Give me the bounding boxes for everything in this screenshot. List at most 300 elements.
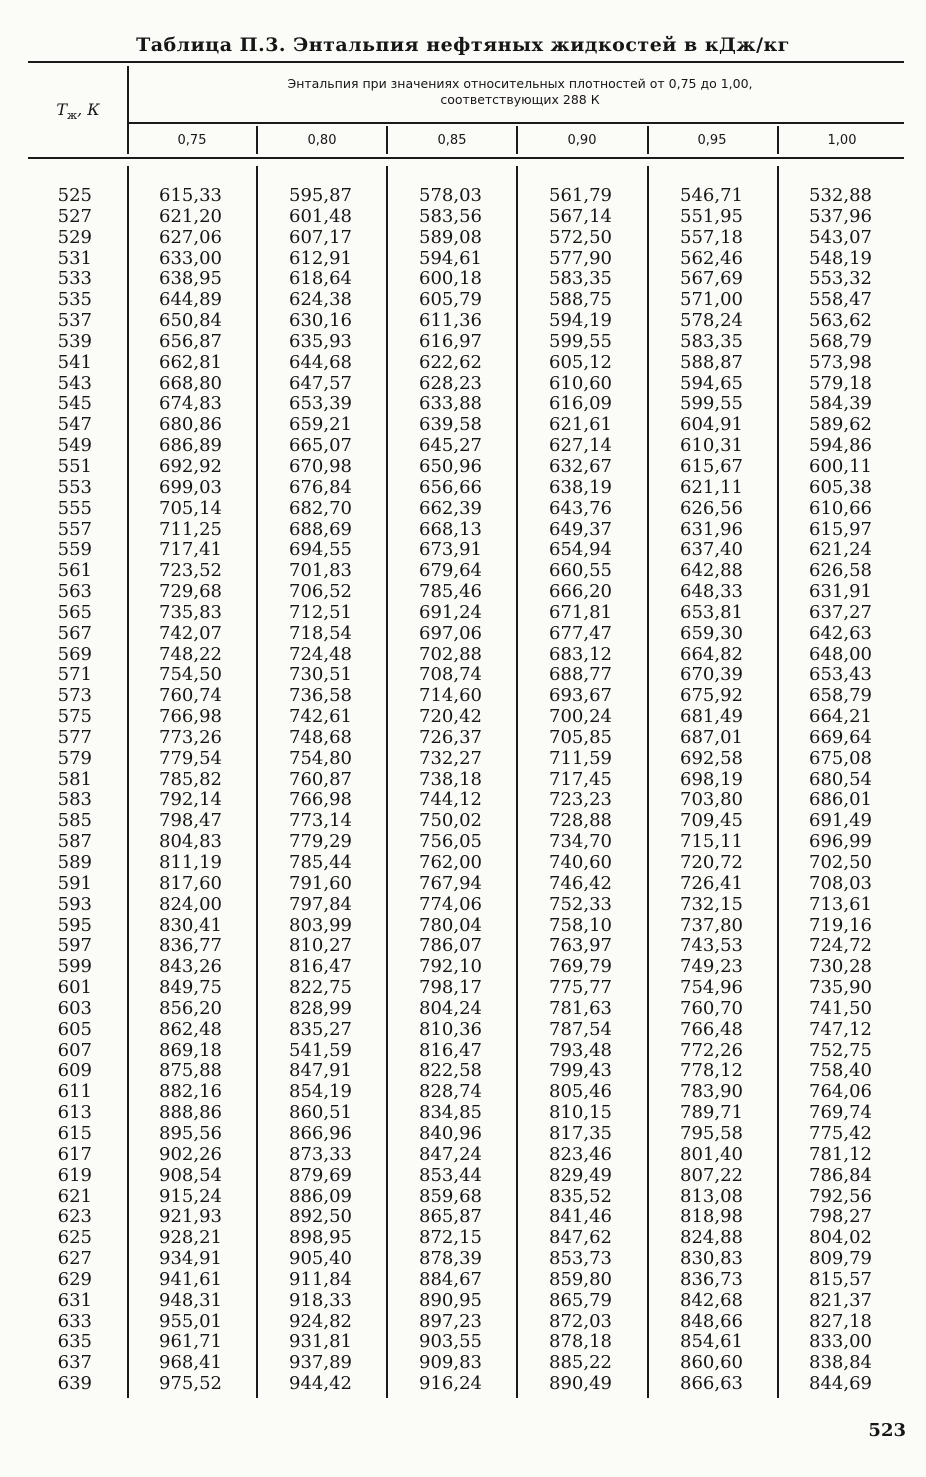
enthalpy-cell: 662,39 (419, 497, 482, 519)
enthalpy-cell: 854,61 (680, 1331, 743, 1353)
enthalpy-cell: 687,01 (680, 726, 743, 748)
enthalpy-cell: 803,99 (289, 914, 352, 936)
enthalpy-cell: 905,40 (289, 1248, 352, 1270)
enthalpy-cell: 937,89 (289, 1352, 352, 1374)
enthalpy-cell: 705,14 (159, 497, 222, 519)
table-row (0, 999, 926, 1020)
enthalpy-cell: 834,85 (419, 1102, 482, 1124)
enthalpy-cell: 827,18 (809, 1310, 872, 1332)
enthalpy-cell: 726,37 (419, 726, 482, 748)
header-divider (516, 126, 518, 154)
enthalpy-cell: 941,61 (159, 1268, 222, 1290)
temperature-cell: 559 (57, 539, 92, 561)
enthalpy-cell: 698,19 (680, 768, 743, 790)
enthalpy-cell: 645,27 (419, 435, 482, 457)
enthalpy-cell: 572,50 (549, 226, 612, 248)
enthalpy-cell: 769,79 (549, 956, 612, 978)
enthalpy-cell: 688,69 (289, 518, 352, 540)
enthalpy-cell: 642,88 (680, 560, 743, 582)
enthalpy-cell: 648,00 (809, 643, 872, 665)
enthalpy-cell: 567,69 (680, 268, 743, 290)
enthalpy-cell: 872,03 (549, 1310, 612, 1332)
enthalpy-cell: 885,22 (549, 1352, 612, 1374)
temperature-cell: 599 (57, 956, 92, 978)
enthalpy-cell: 622,62 (419, 351, 482, 373)
enthalpy-cell: 543,07 (809, 226, 872, 248)
temperature-cell: 603 (57, 997, 92, 1019)
enthalpy-cell: 789,71 (680, 1102, 743, 1124)
enthalpy-cell: 605,79 (419, 289, 482, 311)
enthalpy-cell: 878,18 (549, 1331, 612, 1353)
enthalpy-cell: 637,40 (680, 539, 743, 561)
temperature-cell: 561 (57, 560, 92, 582)
enthalpy-cell: 934,91 (159, 1248, 222, 1270)
enthalpy-cell: 662,81 (159, 351, 222, 373)
enthalpy-cell: 607,17 (289, 226, 352, 248)
table-row (0, 478, 926, 499)
column-header-5: 0,95 (697, 133, 727, 148)
enthalpy-cell: 546,71 (680, 185, 743, 206)
enthalpy-cell: 595,87 (289, 185, 352, 206)
enthalpy-cell: 600,18 (419, 268, 482, 290)
enthalpy-cell: 588,75 (549, 289, 612, 311)
enthalpy-cell: 605,12 (549, 351, 612, 373)
top-rule (28, 61, 904, 63)
enthalpy-cell: 785,46 (419, 581, 482, 603)
enthalpy-cell: 775,77 (549, 977, 612, 999)
temperature-cell: 629 (57, 1268, 92, 1290)
enthalpy-cell: 847,91 (289, 1060, 352, 1082)
enthalpy-cell: 683,12 (549, 643, 612, 665)
enthalpy-cell: 599,55 (549, 330, 612, 352)
enthalpy-cell: 568,79 (809, 330, 872, 352)
enthalpy-cell: 754,80 (289, 747, 352, 769)
enthalpy-cell: 723,23 (549, 789, 612, 811)
enthalpy-cell: 732,15 (680, 893, 743, 915)
enthalpy-cell: 674,83 (159, 393, 222, 415)
enthalpy-cell: 798,47 (159, 810, 222, 832)
temperature-cell: 623 (57, 1206, 92, 1228)
enthalpy-cell: 879,69 (289, 1164, 352, 1186)
temperature-cell: 617 (57, 1143, 92, 1165)
enthalpy-cell: 702,50 (809, 852, 872, 873)
enthalpy-cell: 853,44 (419, 1164, 482, 1186)
enthalpy-cell: 766,98 (159, 706, 222, 728)
enthalpy-cell: 537,96 (809, 205, 872, 227)
enthalpy-cell: 840,96 (419, 1122, 482, 1144)
enthalpy-cell: 562,46 (680, 247, 743, 269)
enthalpy-cell: 763,97 (549, 935, 612, 957)
enthalpy-cell: 648,33 (680, 581, 743, 603)
enthalpy-cell: 668,13 (419, 518, 482, 540)
enthalpy-cell: 844,69 (809, 1373, 872, 1395)
enthalpy-cell: 644,68 (289, 351, 352, 373)
temperature-cell: 557 (57, 518, 92, 540)
enthalpy-cell: 616,09 (549, 393, 612, 415)
enthalpy-cell: 626,56 (680, 497, 743, 519)
enthalpy-cell: 615,97 (809, 518, 872, 540)
table-row (0, 645, 926, 666)
enthalpy-cell: 627,14 (549, 435, 612, 457)
enthalpy-cell: 633,00 (159, 247, 222, 269)
enthalpy-cell: 955,01 (159, 1310, 222, 1332)
temperature-cell: 551 (57, 455, 92, 477)
table-title: Таблица П.3. Энтальпия нефтяных жидкостей в кДж/кг (136, 34, 790, 56)
enthalpy-cell: 898,95 (289, 1227, 352, 1249)
enthalpy-cell: 741,50 (809, 997, 872, 1019)
enthalpy-cell: 799,43 (549, 1060, 612, 1082)
enthalpy-cell: 804,02 (809, 1227, 872, 1249)
temperature-cell: 633 (57, 1310, 92, 1332)
enthalpy-cell: 631,96 (680, 518, 743, 540)
table-row (0, 1061, 926, 1082)
table-row (0, 540, 926, 561)
table-row (0, 394, 926, 415)
enthalpy-cell: 682,70 (289, 497, 352, 519)
enthalpy-cell: 762,00 (419, 852, 482, 873)
temperature-cell: 591 (57, 872, 92, 894)
temperature-cell: 619 (57, 1164, 92, 1186)
enthalpy-cell: 681,49 (680, 706, 743, 728)
enthalpy-cell: 699,03 (159, 476, 222, 498)
enthalpy-cell: 853,73 (549, 1248, 612, 1270)
enthalpy-cell: 711,25 (159, 518, 222, 540)
enthalpy-cell: 680,86 (159, 414, 222, 436)
enthalpy-cell: 742,61 (289, 706, 352, 728)
enthalpy-cell: 610,31 (680, 435, 743, 457)
table-row (0, 1103, 926, 1124)
table-row (0, 582, 926, 603)
enthalpy-cell: 705,85 (549, 726, 612, 748)
temperature-cell: 529 (57, 226, 92, 248)
enthalpy-cell: 594,65 (680, 372, 743, 394)
enthalpy-cell: 875,88 (159, 1060, 222, 1082)
enthalpy-cell: 723,52 (159, 560, 222, 582)
table-row (0, 374, 926, 395)
temperature-cell: 533 (57, 268, 92, 290)
table-row (0, 290, 926, 311)
enthalpy-cell: 830,83 (680, 1248, 743, 1270)
enthalpy-cell: 785,82 (159, 768, 222, 790)
temperature-cell: 615 (57, 1122, 92, 1144)
temperature-cell: 607 (57, 1039, 92, 1061)
enthalpy-cell: 712,51 (289, 601, 352, 623)
enthalpy-cell: 720,42 (419, 706, 482, 728)
enthalpy-cell: 615,67 (680, 455, 743, 477)
enthalpy-cell: 715,11 (680, 831, 743, 853)
temperature-cell: 585 (57, 810, 92, 832)
header-mid-rule (128, 122, 904, 124)
enthalpy-cell: 567,14 (549, 205, 612, 227)
enthalpy-cell: 638,95 (159, 268, 222, 290)
enthalpy-cell: 553,32 (809, 268, 872, 290)
enthalpy-cell: 749,23 (680, 956, 743, 978)
enthalpy-cell: 773,26 (159, 726, 222, 748)
enthalpy-cell: 653,81 (680, 601, 743, 623)
enthalpy-cell: 811,19 (159, 852, 222, 873)
enthalpy-cell: 778,12 (680, 1060, 743, 1082)
enthalpy-cell: 772,26 (680, 1039, 743, 1061)
enthalpy-cell: 824,00 (159, 893, 222, 915)
enthalpy-cell: 793,48 (549, 1039, 612, 1061)
enthalpy-cell: 599,55 (680, 393, 743, 415)
temperature-cell: 555 (57, 497, 92, 519)
temperature-cell: 627 (57, 1248, 92, 1270)
enthalpy-cell: 752,33 (549, 893, 612, 915)
enthalpy-cell: 948,31 (159, 1289, 222, 1311)
enthalpy-cell: 792,56 (809, 1185, 872, 1207)
enthalpy-cell: 628,23 (419, 372, 482, 394)
enthalpy-cell: 860,51 (289, 1102, 352, 1124)
enthalpy-cell: 638,19 (549, 476, 612, 498)
enthalpy-cell: 691,49 (809, 810, 872, 832)
enthalpy-cell: 798,27 (809, 1206, 872, 1228)
temperature-cell: 589 (57, 852, 92, 873)
enthalpy-cell: 804,83 (159, 831, 222, 853)
enthalpy-cell: 633,88 (419, 393, 482, 415)
table-row (0, 978, 926, 999)
column-header-3: 0,85 (437, 133, 467, 148)
enthalpy-cell: 890,49 (549, 1373, 612, 1395)
enthalpy-cell: 807,22 (680, 1164, 743, 1186)
enthalpy-cell: 821,37 (809, 1289, 872, 1311)
enthalpy-cell: 612,91 (289, 247, 352, 269)
enthalpy-cell: 706,52 (289, 581, 352, 603)
enthalpy-cell: 635,93 (289, 330, 352, 352)
enthalpy-cell: 583,56 (419, 205, 482, 227)
enthalpy-cell: 659,21 (289, 414, 352, 436)
table-row (0, 353, 926, 374)
enthalpy-cell: 816,47 (289, 956, 352, 978)
enthalpy-cell: 781,63 (549, 997, 612, 1019)
table-row (0, 228, 926, 249)
table-row (0, 770, 926, 791)
table-row (0, 520, 926, 541)
enthalpy-cell: 735,90 (809, 977, 872, 999)
enthalpy-cell: 605,38 (809, 476, 872, 498)
table-row (0, 686, 926, 707)
enthalpy-cell: 836,77 (159, 935, 222, 957)
enthalpy-cell: 548,19 (809, 247, 872, 269)
enthalpy-cell: 843,26 (159, 956, 222, 978)
enthalpy-cell: 760,74 (159, 685, 222, 707)
enthalpy-cell: 748,68 (289, 726, 352, 748)
enthalpy-cell: 713,61 (809, 893, 872, 915)
enthalpy-cell: 541,59 (289, 1039, 352, 1061)
enthalpy-cell: 884,67 (419, 1268, 482, 1290)
enthalpy-cell: 816,47 (419, 1039, 482, 1061)
table-row (0, 749, 926, 770)
enthalpy-cell: 968,41 (159, 1352, 222, 1374)
enthalpy-cell: 610,60 (549, 372, 612, 394)
table-row (0, 728, 926, 749)
temperature-cell: 549 (57, 435, 92, 457)
enthalpy-cell: 744,12 (419, 789, 482, 811)
temperature-cell: 625 (57, 1227, 92, 1249)
enthalpy-cell: 621,20 (159, 205, 222, 227)
column-header-1: 0,75 (177, 133, 207, 148)
enthalpy-cell: 872,15 (419, 1227, 482, 1249)
temperature-cell: 531 (57, 247, 92, 269)
enthalpy-cell: 895,56 (159, 1122, 222, 1144)
enthalpy-cell: 719,16 (809, 914, 872, 936)
table-row (0, 1332, 926, 1353)
temperature-cell: 535 (57, 289, 92, 311)
temperature-cell: 609 (57, 1060, 92, 1082)
data-table-body (0, 186, 926, 1395)
enthalpy-cell: 792,10 (419, 956, 482, 978)
enthalpy-cell: 775,42 (809, 1122, 872, 1144)
enthalpy-cell: 818,98 (680, 1206, 743, 1228)
enthalpy-cell: 849,75 (159, 977, 222, 999)
enthalpy-cell: 732,27 (419, 747, 482, 769)
enthalpy-cell: 961,71 (159, 1331, 222, 1353)
temperature-cell: 577 (57, 726, 92, 748)
temperature-cell: 639 (57, 1373, 92, 1395)
enthalpy-cell: 728,88 (549, 810, 612, 832)
enthalpy-cell: 686,01 (809, 789, 872, 811)
enthalpy-cell: 975,52 (159, 1373, 222, 1395)
temperature-cell: 631 (57, 1289, 92, 1311)
enthalpy-cell: 717,45 (549, 768, 612, 790)
enthalpy-cell: 786,07 (419, 935, 482, 957)
enthalpy-cell: 724,72 (809, 935, 872, 957)
enthalpy-cell: 873,33 (289, 1143, 352, 1165)
temperature-cell: 563 (57, 581, 92, 603)
enthalpy-cell: 726,41 (680, 872, 743, 894)
table-row (0, 1291, 926, 1312)
temperature-cell: 601 (57, 977, 92, 999)
enthalpy-cell: 584,39 (809, 393, 872, 415)
enthalpy-cell: 656,66 (419, 476, 482, 498)
enthalpy-cell: 754,50 (159, 664, 222, 686)
enthalpy-cell: 822,58 (419, 1060, 482, 1082)
enthalpy-cell: 658,79 (809, 685, 872, 707)
enthalpy-cell: 558,47 (809, 289, 872, 311)
enthalpy-cell: 817,35 (549, 1122, 612, 1144)
enthalpy-cell: 656,87 (159, 330, 222, 352)
enthalpy-cell: 862,48 (159, 1018, 222, 1040)
enthalpy-cell: 823,46 (549, 1143, 612, 1165)
enthalpy-cell: 828,74 (419, 1081, 482, 1103)
column-header-2: 0,80 (307, 133, 337, 148)
enthalpy-cell: 571,00 (680, 289, 743, 311)
enthalpy-cell: 805,46 (549, 1081, 612, 1103)
enthalpy-cell: 911,84 (289, 1268, 352, 1290)
enthalpy-cell: 701,83 (289, 560, 352, 582)
enthalpy-cell: 756,05 (419, 831, 482, 853)
table-row (0, 1082, 926, 1103)
enthalpy-cell: 676,84 (289, 476, 352, 498)
enthalpy-cell: 809,79 (809, 1248, 872, 1270)
column-header-4: 0,90 (567, 133, 597, 148)
enthalpy-cell: 766,98 (289, 789, 352, 811)
enthalpy-cell: 677,47 (549, 622, 612, 644)
temperature-header: $T_ж$, К (56, 100, 100, 123)
table-row (0, 332, 926, 353)
enthalpy-cell: 653,43 (809, 664, 872, 686)
enthalpy-cell: 730,51 (289, 664, 352, 686)
table-row (0, 561, 926, 582)
enthalpy-cell: 686,89 (159, 435, 222, 457)
enthalpy-cell: 696,99 (809, 831, 872, 853)
enthalpy-cell: 779,29 (289, 831, 352, 853)
enthalpy-cell: 735,83 (159, 601, 222, 623)
enthalpy-cell: 810,15 (549, 1102, 612, 1124)
enthalpy-cell: 847,62 (549, 1227, 612, 1249)
temperature-cell: 567 (57, 622, 92, 644)
table-row (0, 457, 926, 478)
enthalpy-cell: 915,24 (159, 1185, 222, 1207)
enthalpy-cell: 752,75 (809, 1039, 872, 1061)
enthalpy-cell: 578,24 (680, 310, 743, 332)
enthalpy-cell: 626,58 (809, 560, 872, 582)
enthalpy-cell: 666,20 (549, 581, 612, 603)
enthalpy-cell: 866,96 (289, 1122, 352, 1144)
enthalpy-cell: 754,96 (680, 977, 743, 999)
enthalpy-cell: 828,99 (289, 997, 352, 1019)
table-row (0, 1249, 926, 1270)
enthalpy-cell: 738,18 (419, 768, 482, 790)
table-row (0, 1166, 926, 1187)
enthalpy-cell: 817,60 (159, 872, 222, 894)
temperature-cell: 593 (57, 893, 92, 915)
enthalpy-cell: 791,60 (289, 872, 352, 894)
table-row (0, 1312, 926, 1333)
table-row (0, 1228, 926, 1249)
enthalpy-cell: 675,08 (809, 747, 872, 769)
enthalpy-cell: 680,54 (809, 768, 872, 790)
temperature-cell: 527 (57, 205, 92, 227)
enthalpy-cell: 671,81 (549, 601, 612, 623)
temperature-cell: 583 (57, 789, 92, 811)
enthalpy-cell: 842,68 (680, 1289, 743, 1311)
enthalpy-cell: 610,66 (809, 497, 872, 519)
enthalpy-cell: 869,18 (159, 1039, 222, 1061)
enthalpy-cell: 650,84 (159, 310, 222, 332)
enthalpy-cell: 697,06 (419, 622, 482, 644)
enthalpy-cell: 734,70 (549, 831, 612, 853)
enthalpy-cell: 579,18 (809, 372, 872, 394)
enthalpy-cell: 736,58 (289, 685, 352, 707)
temperature-cell: 587 (57, 831, 92, 853)
table-row (0, 1353, 926, 1374)
enthalpy-cell: 787,54 (549, 1018, 612, 1040)
enthalpy-cell: 660,55 (549, 560, 612, 582)
table-row (0, 1124, 926, 1145)
enthalpy-cell: 583,35 (680, 330, 743, 352)
enthalpy-cell: 532,88 (809, 185, 872, 206)
temperature-cell: 547 (57, 414, 92, 436)
enthalpy-cell: 742,07 (159, 622, 222, 644)
enthalpy-cell: 737,80 (680, 914, 743, 936)
enthalpy-cell: 758,40 (809, 1060, 872, 1082)
temperature-cell: 621 (57, 1185, 92, 1207)
enthalpy-cell: 841,46 (549, 1206, 612, 1228)
enthalpy-cell: 801,40 (680, 1143, 743, 1165)
enthalpy-cell: 813,08 (680, 1185, 743, 1207)
temperature-cell: 569 (57, 643, 92, 665)
enthalpy-cell: 866,63 (680, 1373, 743, 1395)
enthalpy-cell: 767,94 (419, 872, 482, 894)
enthalpy-cell: 740,60 (549, 852, 612, 873)
enthalpy-cell: 890,95 (419, 1289, 482, 1311)
enthalpy-cell: 594,61 (419, 247, 482, 269)
enthalpy-cell: 822,75 (289, 977, 352, 999)
enthalpy-cell: 714,60 (419, 685, 482, 707)
table-row (0, 916, 926, 937)
table-row (0, 957, 926, 978)
